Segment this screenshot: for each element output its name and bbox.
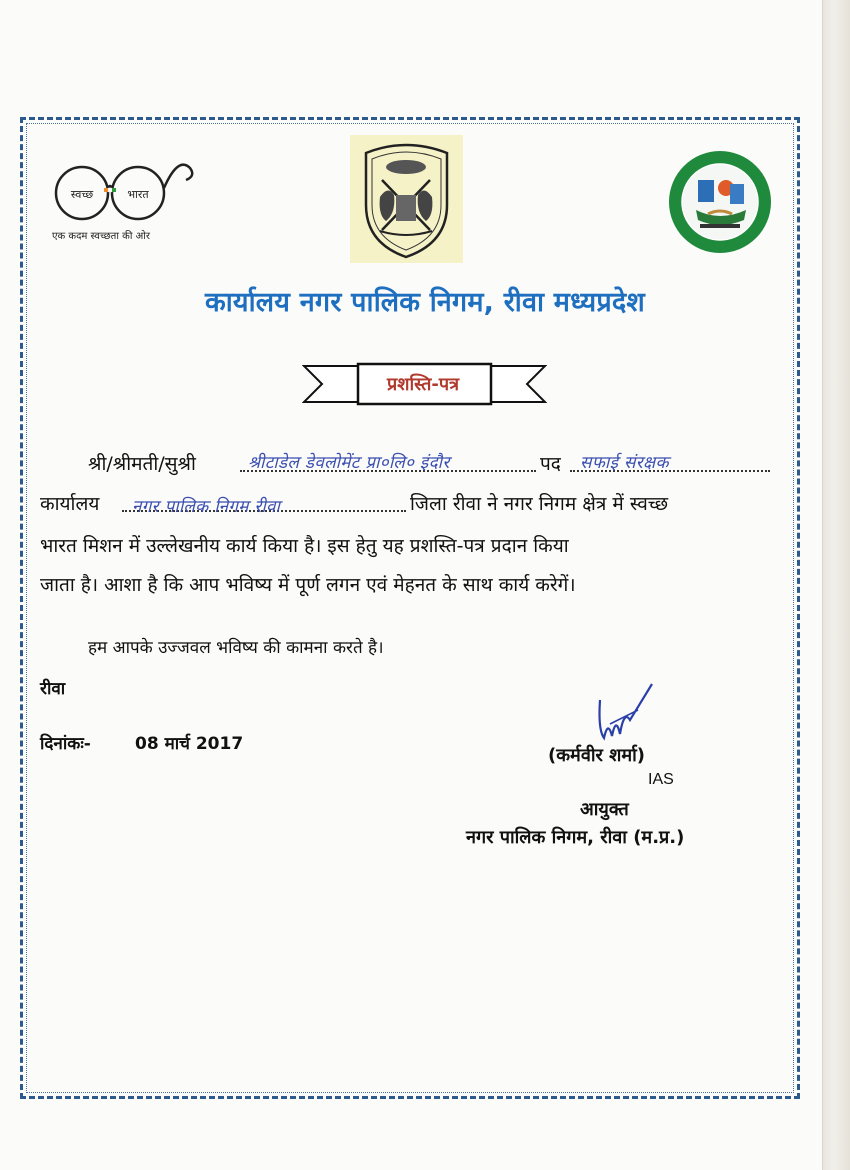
- body-line-3: भारत मिशन में उल्लेखनीय कार्य किया है। इस हेतु यह प्रशस्ति-पत्र प्रदान किया: [40, 535, 569, 557]
- awardee-office: नगर पालिक निगम रीवा: [132, 497, 281, 517]
- awardee-name: श्रीटाडेल डेवलोमेंट प्रा०लि० इंदौर: [248, 453, 450, 473]
- paper-edge: [822, 0, 850, 1170]
- state-emblem-icon: [350, 135, 463, 263]
- swachh-tagline: एक कदम स्वच्छता की ओर: [52, 231, 150, 242]
- swachh-rewa-seal-icon: [668, 150, 772, 254]
- office-label: कार्यालय: [40, 493, 100, 515]
- place: रीवा: [40, 679, 66, 699]
- body-line-4: जाता है। आशा है कि आप भविष्य में पूर्ण लगन एवं मेहनत के साथ कार्य करेगें।: [40, 574, 576, 596]
- certificate-banner-label: प्रशस्ति-पत्र: [386, 374, 460, 395]
- signatory-office: नगर पालिक निगम, रीवा (म.प्र.): [466, 827, 685, 848]
- date-label: दिनांकः-: [40, 734, 91, 754]
- date-value: 08 मार्च 2017: [135, 734, 244, 754]
- signatory-post: आयुक्त: [580, 799, 629, 820]
- name-prefix: श्री/श्रीमती/सुश्री: [88, 453, 196, 475]
- awardee-post: सफाई संरक्षक: [580, 453, 669, 473]
- certificate-inner-border: [26, 123, 794, 1093]
- wish-line: हम आपके उज्जवल भविष्य की कामना करते है।: [88, 638, 384, 658]
- office-heading: कार्यालय नगर पालिक निगम, रीवा मध्यप्रदेश: [205, 287, 645, 318]
- signature-icon: [590, 680, 660, 750]
- signatory-name: (कर्मवीर शर्मा): [548, 745, 646, 766]
- swachh-right-text: भारत: [127, 188, 149, 201]
- swachh-left-text: स्वच्छ: [70, 188, 94, 201]
- signatory-service: IAS: [648, 771, 674, 788]
- post-label: पद: [540, 453, 561, 475]
- body-line-2: जिला रीवा ने नगर निगम क्षेत्र में स्वच्छ: [410, 493, 669, 515]
